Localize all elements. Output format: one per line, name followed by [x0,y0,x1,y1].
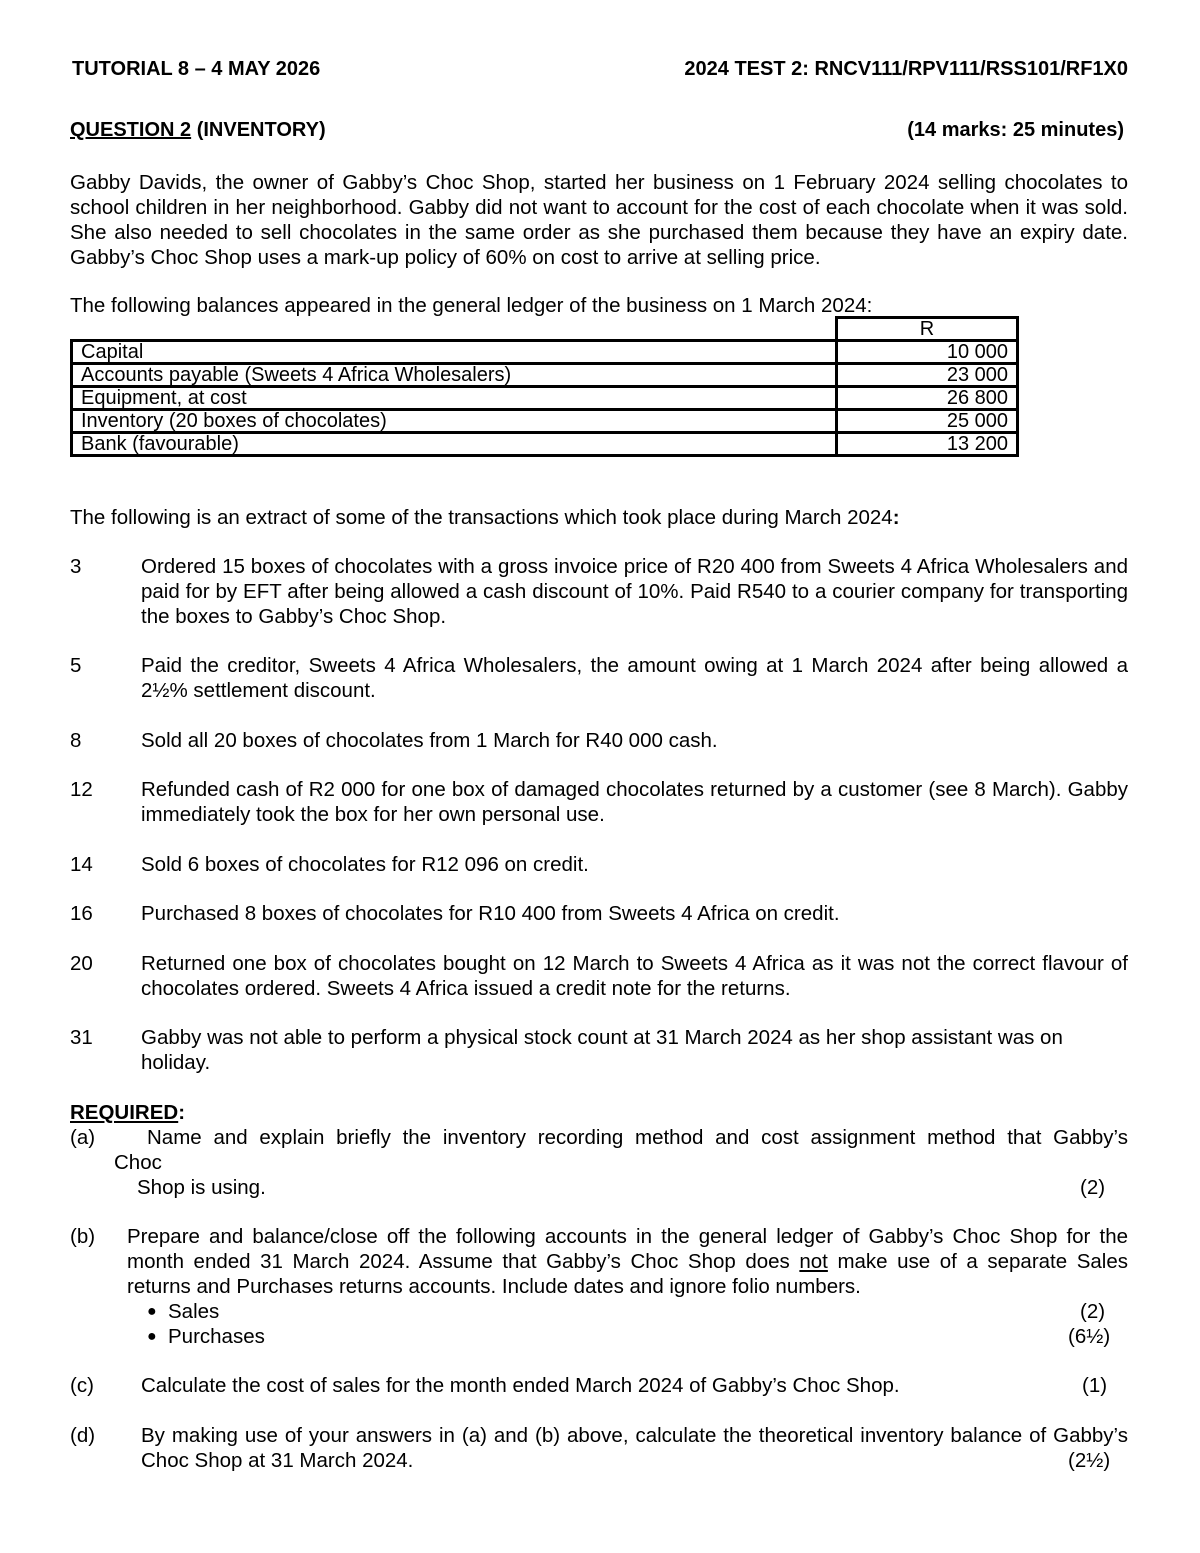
transaction-day: 12 [70,778,93,801]
account-amount: 23 000 [837,364,1018,387]
required-item-b [70,1224,1128,1299]
transaction-item [70,777,1128,827]
transaction-text: Sold 6 boxes of chocolates for R12 096 on credit. [141,853,589,876]
required-text-line: Name and explain briefly the inventory recording method and cost assignment method that Gabby’s [147,1126,1128,1149]
transaction-day: 14 [70,853,93,876]
transaction-text: Ordered 15 boxes of chocolates with a gross invoice price of R20 400 from Sweets 4 Africa Wholesalers and paid for by EFT after being allowed a cash discount of 10%. Paid R540 to a courier company for transporting the boxes to Gabby’s Choc Shop. [141,555,1128,628]
transaction-day: 20 [70,952,93,975]
question-marks: (14 marks: 25 minutes) [907,119,1124,141]
required-text: Calculate the cost of sales for the month ended March 2024 of Gabby’s Choc Shop. [141,1374,900,1397]
bullet-marks: (6½) [1068,1325,1111,1348]
table-row [72,387,1018,410]
extract-intro-text: The following is an extract of some of the transactions which took place during March 2024 [70,506,893,529]
transaction-day: 8 [70,729,82,752]
transaction-item [70,554,1128,629]
opening-balances-table [70,316,1019,457]
required-title: REQUIRED [70,1101,179,1124]
required-text-before: Prepare and balance/close off the following accounts in the general ledger of Gabby’s Choc Shop for the month ended 31 March 2024. Assume that Gabby’s Choc Shop does [127,1225,1128,1273]
required-letter: (b) [70,1225,96,1248]
required-text-line: Shop is using. [137,1176,266,1199]
required-heading [70,1100,185,1125]
account-label: Bank (favourable) [72,433,837,456]
bullet-marks: (2) [1080,1300,1106,1323]
table-row [72,341,1018,364]
bullet-label: Sales [168,1300,220,1323]
required-letter: (d) [70,1424,96,1447]
question-heading [70,118,1128,143]
bullet-icon: ● [147,1328,157,1345]
transaction-day: 5 [70,654,82,677]
account-amount: 13 200 [837,433,1018,456]
transaction-text: Paid the creditor, Sweets 4 Africa Wholesalers, the amount owing at 1 March 2024 after being allowed a 2½% settlement discount. [141,654,1128,702]
table-header-row [72,318,1018,341]
account-label: Equipment, at cost [72,387,837,410]
currency-header: R [837,318,1018,341]
required-text-line: Choc [114,1151,162,1174]
transaction-item [70,1025,1128,1075]
account-amount: 26 800 [837,387,1018,410]
required-marks: (2) [1080,1176,1106,1199]
account-label: Capital [72,341,837,364]
transaction-text: Returned one box of chocolates bought on 12 March to Sweets 4 Africa as it was not the correct flavour of chocolates ordered. Sweets 4 Africa issued a credit note for the returns. [141,952,1128,1000]
transaction-item [70,901,1128,926]
transaction-day: 31 [70,1026,93,1049]
account-bullet-list [147,1299,1128,1349]
account-label: Accounts payable (Sweets 4 Africa Wholesalers) [72,364,837,387]
required-text-after: make use of a separate Sales returns and Purchases returns accounts. Include dates and ignore folio numbers. [127,1250,1128,1298]
transaction-text: Gabby was not able to perform a physical stock count at 31 March 2024 as her shop assistant was on holiday. [141,1026,1063,1074]
required-marks: (1) [1082,1374,1108,1397]
transaction-item [70,653,1128,703]
account-amount: 10 000 [837,341,1018,364]
table-row [72,410,1018,433]
transaction-text: Purchased 8 boxes of chocolates for R10 400 from Sweets 4 Africa on credit. [141,902,840,925]
account-label: Inventory (20 boxes of chocolates) [72,410,837,433]
intro-paragraph: Gabby Davids, the owner of Gabby’s Choc Shop, started her business on 1 February 2024 selling chocolates to school children in her neighborhood. Gabby did not want to account for the cost of each chocolate when it was sold. She also needed to sell chocolates in the same order as she purchased them because they have an expiry date. Gabby’s Choc Shop uses a mark-up policy of 60% on cost to arrive at selling price. [70,171,1128,269]
question-topic: (INVENTORY) [196,119,326,141]
list-item [147,1299,1128,1324]
balances-intro: The following balances appeared in the general ledger of the business on 1 March 2024: [70,294,873,317]
account-amount: 25 000 [837,410,1018,433]
extract-intro [70,505,1128,530]
required-letter: (c) [70,1374,94,1397]
list-item [147,1324,1128,1349]
required-colon: : [178,1101,186,1124]
transaction-item [70,728,1128,753]
transaction-item [70,852,1128,877]
required-text-underlined: not [799,1250,828,1273]
transaction-day: 16 [70,902,93,925]
table-row [72,364,1018,387]
extract-intro-colon: : [892,506,900,529]
transaction-text: Sold all 20 boxes of chocolates from 1 March for R40 000 cash. [141,729,718,752]
table-row [72,433,1018,456]
question-number: QUESTION 2 [70,119,192,141]
required-item-a [70,1125,1128,1200]
required-marks: (2½) [1068,1449,1111,1472]
transaction-text: Refunded cash of R2 000 for one box of damaged chocolates returned by a customer (see 8 March). Gabby immediately took the box for her own personal use. [141,778,1128,826]
transaction-item [70,951,1128,1001]
required-text [127,1224,1128,1299]
bullet-label: Purchases [168,1325,265,1348]
transaction-day: 3 [70,555,82,578]
tutorial-label: TUTORIAL 8 – 4 MAY 2026 [72,58,321,80]
test-code-label: 2024 TEST 2: RNCV111/RPV111/RSS101/RF1X0 [684,58,1128,80]
required-item-d [70,1423,1128,1473]
bullet-icon: ● [147,1303,157,1320]
required-text: By making use of your answers in (a) and (b) above, calculate the theoretical inventory balance of Gabby’s Choc Shop at 31 March 2024. [141,1424,1128,1472]
required-item-c [70,1373,1128,1398]
required-letter: (a) [70,1126,96,1149]
